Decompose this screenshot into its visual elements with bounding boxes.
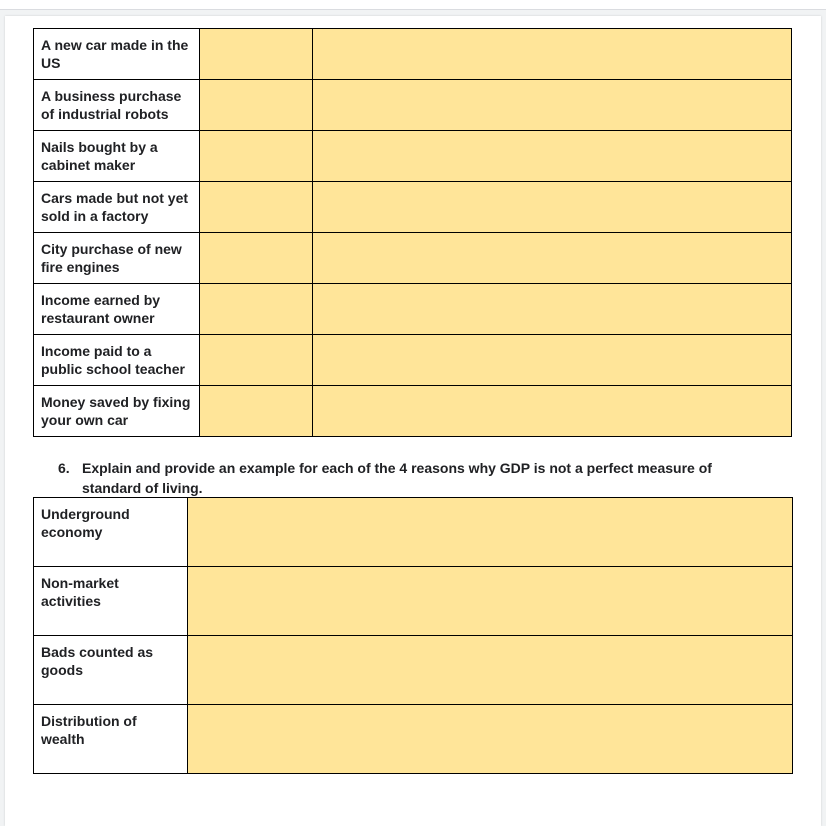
explanation-cell[interactable] [313,80,792,131]
explanation-cell[interactable] [188,498,793,567]
row-label: Bads counted as goods [34,636,188,705]
table-row [34,335,792,386]
row-label: Distribution of wealth [34,705,188,774]
explanation-cell[interactable] [188,705,793,774]
explanation-cell[interactable] [313,386,792,437]
explanation-cell[interactable] [188,636,793,705]
answer-cell[interactable] [200,80,313,131]
answer-cell[interactable] [200,131,313,182]
row-label: Money saved by fixing your own car [34,386,200,437]
table-row [34,182,792,233]
row-label: Underground economy [34,498,188,567]
explanation-cell[interactable] [313,29,792,80]
explanation-cell[interactable] [188,567,793,636]
answer-cell[interactable] [200,284,313,335]
explanation-cell[interactable] [313,284,792,335]
gdp-limitations-table [33,497,793,774]
answer-cell[interactable] [200,29,313,80]
row-label: Income earned by restaurant owner [34,284,200,335]
document-page [5,16,821,826]
table-row [34,233,792,284]
row-label: A new car made in the US [34,29,200,80]
table-row [34,498,793,567]
answer-cell[interactable] [200,386,313,437]
row-label: Income paid to a public school teacher [34,335,200,386]
row-label: Nails bought by a cabinet maker [34,131,200,182]
table-row [34,29,792,80]
table-row [34,284,792,335]
table-row [34,636,793,705]
explanation-cell[interactable] [313,233,792,284]
row-label: A business purchase of industrial robots [34,80,200,131]
explanation-cell[interactable] [313,335,792,386]
row-label: Non-market activities [34,567,188,636]
row-label: Cars made but not yet sold in a factory [34,182,200,233]
question-number: 6. [58,460,70,476]
explanation-cell[interactable] [313,182,792,233]
toolbar-strip [0,0,826,10]
explanation-cell[interactable] [313,131,792,182]
question-text: Explain and provide an example for each of the 4 reasons why GDP is not a perfect measure of standard of living. [82,460,712,496]
answer-cell[interactable] [200,182,313,233]
table-row [34,80,792,131]
table-row [34,386,792,437]
answer-cell[interactable] [200,335,313,386]
row-label: City purchase of new fire engines [34,233,200,284]
gdp-classification-table [33,28,792,437]
answer-cell[interactable] [200,233,313,284]
table-row [34,705,793,774]
table-row [34,567,793,636]
table-row [34,131,792,182]
